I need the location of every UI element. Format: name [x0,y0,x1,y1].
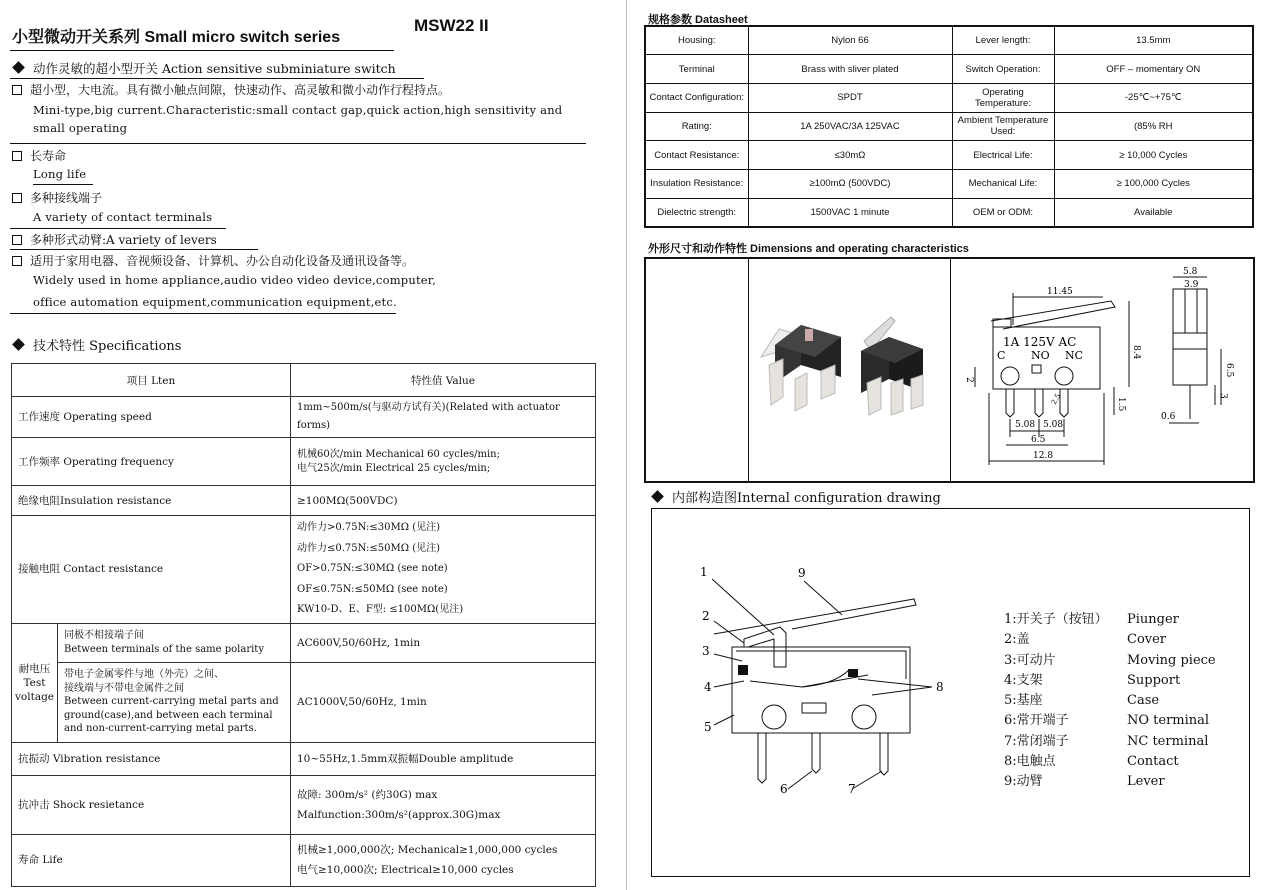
dim-0-6: 0.6 [1161,412,1176,422]
key-line: 接线端与不带电金属件之间 [64,682,184,694]
legend-item [1004,610,1179,630]
cell-value [291,438,596,486]
datasheet-key: Contact Resistance: [645,141,748,170]
datasheet-value: ≤30mΩ [748,141,952,170]
terminal-no-label: NO [1031,349,1050,362]
callout-1: 1 [700,565,708,579]
dim-2: 2 [964,377,974,383]
datasheet-value: 1500VAC 1 minute [748,198,952,227]
legend-item [1004,651,1216,671]
legend-en: Piunger [1127,612,1179,627]
legend-cn: 4:支架 [1004,672,1043,688]
value-line: 动作力≤0.75N:≤50MΩ (见注) [297,542,441,554]
feature-2-cn: 长寿命 [12,148,66,164]
value-line: KW10-D、E、F型: ≤100MΩ(见注) [297,604,464,615]
dim-8-4: 8.4 [1131,345,1141,360]
rule [10,249,258,250]
table-row [12,397,596,438]
value-line: 故障: 300m/s² (约30G) max [297,788,438,801]
cell-value: ≥100MΩ(500VDC) [291,486,596,516]
terminal-nc-drawing [880,733,888,775]
legend-en: Support [1127,672,1181,688]
rule [10,313,396,314]
mount-hole-right [1055,367,1073,385]
datasheet-value: 13.5mm [1054,26,1253,55]
feature-5-cn: 适用于家用电器、音视频设备、计算机、办公自动化设备及通讯设备等。 [12,253,414,269]
cell-value: AC1000V,50/60Hz, 1min [291,662,596,742]
callout-3: 3 [702,644,710,658]
checkbox-icon [12,256,22,266]
rating-label: 1A 125V AC [1003,335,1077,349]
legend-item [1004,630,1167,650]
legend-en: NO terminal [1127,713,1210,729]
callout-7: 7 [848,782,856,796]
datasheet-key: Switch Operation: [952,55,1054,84]
cell-key: 工作速度 Operating speed [12,397,291,438]
table-row [12,834,596,886]
datasheet-key: Contact Configuration: [645,83,748,112]
model-number: MSW22 II [414,16,489,35]
legend-cn: 7:常闭端子 [1004,733,1069,749]
datasheet-value: Brass with sliver plated [748,55,952,84]
title-underline [10,50,394,51]
key-line: 耐电压 [18,662,51,675]
dim-12-8: 12.8 [1033,451,1054,461]
datasheet-table [644,25,1254,228]
datasheet-key: Rating: [645,112,748,141]
datasheet-key: Electrical Life: [952,141,1054,170]
cell-value: 1mm~500m/s(与驱动方试有关)(Related with actuator forms) [291,397,596,438]
datasheet-value: SPDT [748,83,952,112]
datasheet-key: Ambient Temperature Used: [952,112,1054,141]
case-hole-right [852,705,876,729]
callout-8: 8 [936,680,944,694]
diamond-bullet-icon [651,490,664,503]
legend-en: Moving piece [1127,652,1216,668]
internal-drawing-panel [651,508,1250,877]
callout-6: 6 [780,782,788,796]
legend-cn: 8:电触点 [1004,754,1056,770]
datasheet-key: Lever length: [952,26,1054,55]
cell-key: 接触电阻 Contact resistance [12,516,291,624]
legend-cn: 1:开关子（按钮） [1004,612,1108,627]
switch-photo-right [861,317,923,415]
legend-item [1004,772,1165,792]
feature-4: 多种形式动臂:A variety of levers [12,232,217,248]
terminal-c-drawing [758,733,766,783]
datasheet-value: Available [1054,198,1253,227]
legend-cn: 3:可动片 [1004,652,1056,668]
dim-11-45: 11.45 [1047,287,1073,297]
legend-item [1004,671,1181,691]
dim-2-5: 2.5 [1049,392,1063,406]
legend-en: Cover [1127,632,1167,648]
cell-value: AC600V,50/60Hz, 1min [291,623,596,662]
dim-3: 3 [1218,393,1228,399]
cell-value [291,775,596,834]
parts-legend [1004,610,1216,793]
datasheet-value: -25℃~+75℃ [1054,83,1253,112]
key-line: Test [23,676,46,689]
callout-5: 5 [704,720,712,734]
terminal-no-drawing [812,733,820,773]
cell-key: 绝缘电阻Insulation resistance [12,486,291,516]
legend-cn: 9:动臂 [1004,774,1043,790]
datasheet-title: 规格参数 Datasheet [648,14,748,26]
cell-key: 寿命 Life [12,834,291,886]
terminal-c-label: C [997,349,1006,362]
feature-2-en: Long life [33,167,87,181]
legend-cn: 5:基座 [1004,693,1043,709]
cell-key-voltage [12,623,58,742]
key-line: 带电子金属零件与地（外壳）之间、 [64,669,224,681]
legend-item [1004,752,1179,772]
value-line: OF>0.75N:≤30MΩ (see note) [297,563,448,574]
legend-cn: 2:盖 [1004,632,1030,648]
specifications-table [11,363,596,887]
value-line: Malfunction:300m/s²(approx.30G)max [297,808,501,821]
legend-en: Lever [1127,774,1165,790]
checkbox-icon [12,151,22,161]
value-line: 动作力>0.75N:≤30MΩ (见注) [297,522,441,533]
key-line: and non-current-carrying metal parts. [64,723,257,735]
terminal-nc-label: NC [1065,349,1084,362]
datasheet-key: Housing: [645,26,748,55]
dim-6-5-vertical: 6.5 [1224,363,1234,378]
legend-en: Case [1127,693,1160,709]
datasheet-row [645,112,1253,141]
side-view-outline [1173,289,1207,385]
datasheet-key: Mechanical Life: [952,169,1054,198]
feature-5-en: Widely used in home appliance,audio video video device,computer, [33,273,437,287]
col-header-item: 项目 Lten [12,364,291,397]
callout-4: 4 [704,680,712,694]
datasheet-value: ≥ 100,000 Cycles [1054,169,1253,198]
legend-item [1004,732,1209,752]
lever-outline [991,301,1115,329]
dimensions-panel [644,257,1255,483]
datasheet-value: (85% RH [1054,112,1253,141]
dim-3-9: 3.9 [1184,280,1199,290]
cell-key [58,623,291,662]
feature-3-en: A variety of contact terminals [33,210,213,224]
legend-cn: 6:常开端子 [1004,713,1069,729]
internal-title: 内部构造图Internal configuration drawing [651,487,941,506]
datasheet-key: OEM or ODM: [952,198,1054,227]
rule [10,78,424,79]
datasheet-row [645,26,1253,55]
datasheet-key: Terminal [645,55,748,84]
feature-1-en: Mini-type,big current.Characteristic:small contact gap,quick action,high sensitivity and [33,103,563,117]
legend-en: NC terminal [1127,733,1209,749]
cell-value [291,834,596,886]
datasheet-value: 1A 250VAC/3A 125VAC [748,112,952,141]
mount-hole-left [1001,367,1019,385]
datasheet-row [645,83,1253,112]
dim-5-08-left: 5.08 [1015,420,1036,430]
rule [10,143,586,144]
feature-1-cn: 超小型，大电流。具有微小触点间隙，快速动作、高灵敏和微小动作行程持点。 [12,82,450,98]
key-line: ground(case),and between each terminal [64,709,273,721]
cell-key [58,662,291,742]
datasheet-row [645,141,1253,170]
key-line: 同极不相接端子间 [64,630,144,641]
cell-key: 抗振动 Vibration resistance [12,742,291,775]
datasheet-value: ≥100mΩ (500VDC) [748,169,952,198]
internal-cross-section [652,509,982,876]
product-photo [749,259,949,481]
diamond-bullet-icon [12,61,25,74]
datasheet-value: ≥ 10,000 Cycles [1054,141,1253,170]
col-header-value: 特性值 Value [291,364,596,397]
cell-value: 10~55Hz,1.5mm双振幅Double amplitude [291,742,596,775]
cell-key: 抗冲击 Shock resietance [12,775,291,834]
checkbox-icon [12,193,22,203]
legend-item [1004,691,1160,711]
table-row [12,486,596,516]
specifications-heading: 技术特性 Specifications [12,339,181,355]
dimensions-title: 外形尺寸和动作特性 Dimensions and operating characteristics [648,243,969,255]
feature-1-en-2: small operating [33,121,128,135]
page-title: 小型微动开关系列 Small micro switch series [12,29,341,46]
key-line: voltage [14,690,55,703]
checkbox-icon [12,85,22,95]
feature-3-cn: 多种接线端子 [12,190,102,206]
datasheet-row [645,55,1253,84]
features-headline: 动作灵敏的超小型开关 Action sensitive subminiature switch [12,61,396,77]
value-line: 电气≥10,000次; Electrical≥10,000 cycles [297,864,514,876]
lever-drawing [714,599,916,634]
legend-en: Contact [1127,754,1179,770]
feature-5-en-2: office automation equipment,communication equipment,etc. [33,295,397,309]
value-line: 机械≥1,000,000次; Mechanical≥1,000,000 cycles [297,844,558,856]
dim-1-5: 1.5 [1116,397,1126,412]
table-row [12,662,596,742]
datasheet-key: Insulation Resistance: [645,169,748,198]
diamond-bullet-icon [12,338,25,351]
table-row [12,438,596,486]
front-dimension-drawing [951,259,1256,481]
datasheet-key: Dielectric strength: [645,198,748,227]
table-row [12,775,596,834]
datasheet-row [645,169,1253,198]
datasheet-value: OFF – momentary ON [1054,55,1253,84]
callout-9: 9 [798,566,806,580]
dim-5-08-right: 5.08 [1043,420,1064,430]
datasheet-value: Nylon 66 [748,26,952,55]
value-line: OF≤0.75N:≤50MΩ (see note) [297,583,448,595]
cell-key: 工作频率 Operating frequency [12,438,291,486]
case-outline [732,647,910,733]
value-line: 机械60次/min Mechanical 60 cycles/min; [297,449,500,460]
switch-photo-left [761,325,841,411]
table-row [12,516,596,624]
dim-6-5: 6.5 [1031,435,1046,445]
legend-item [1004,711,1210,731]
key-line: Between terminals of the same polarity [64,643,264,655]
value-line: 电气25次/min Electrical 25 cycles/min; [297,462,491,474]
rule [33,184,93,185]
checkbox-icon [12,235,22,245]
dim-5-8: 5.8 [1183,267,1198,277]
table-row [12,623,596,662]
rule [10,228,226,229]
callout-2: 2 [702,609,710,623]
case-hole-left [762,705,786,729]
datasheet-row [645,198,1253,227]
key-line: Between current-carrying metal parts and [64,696,279,708]
cell-value [291,516,596,624]
datasheet-key: Operating Temperature: [952,83,1054,112]
table-row [12,742,596,775]
page-divider [626,0,627,890]
